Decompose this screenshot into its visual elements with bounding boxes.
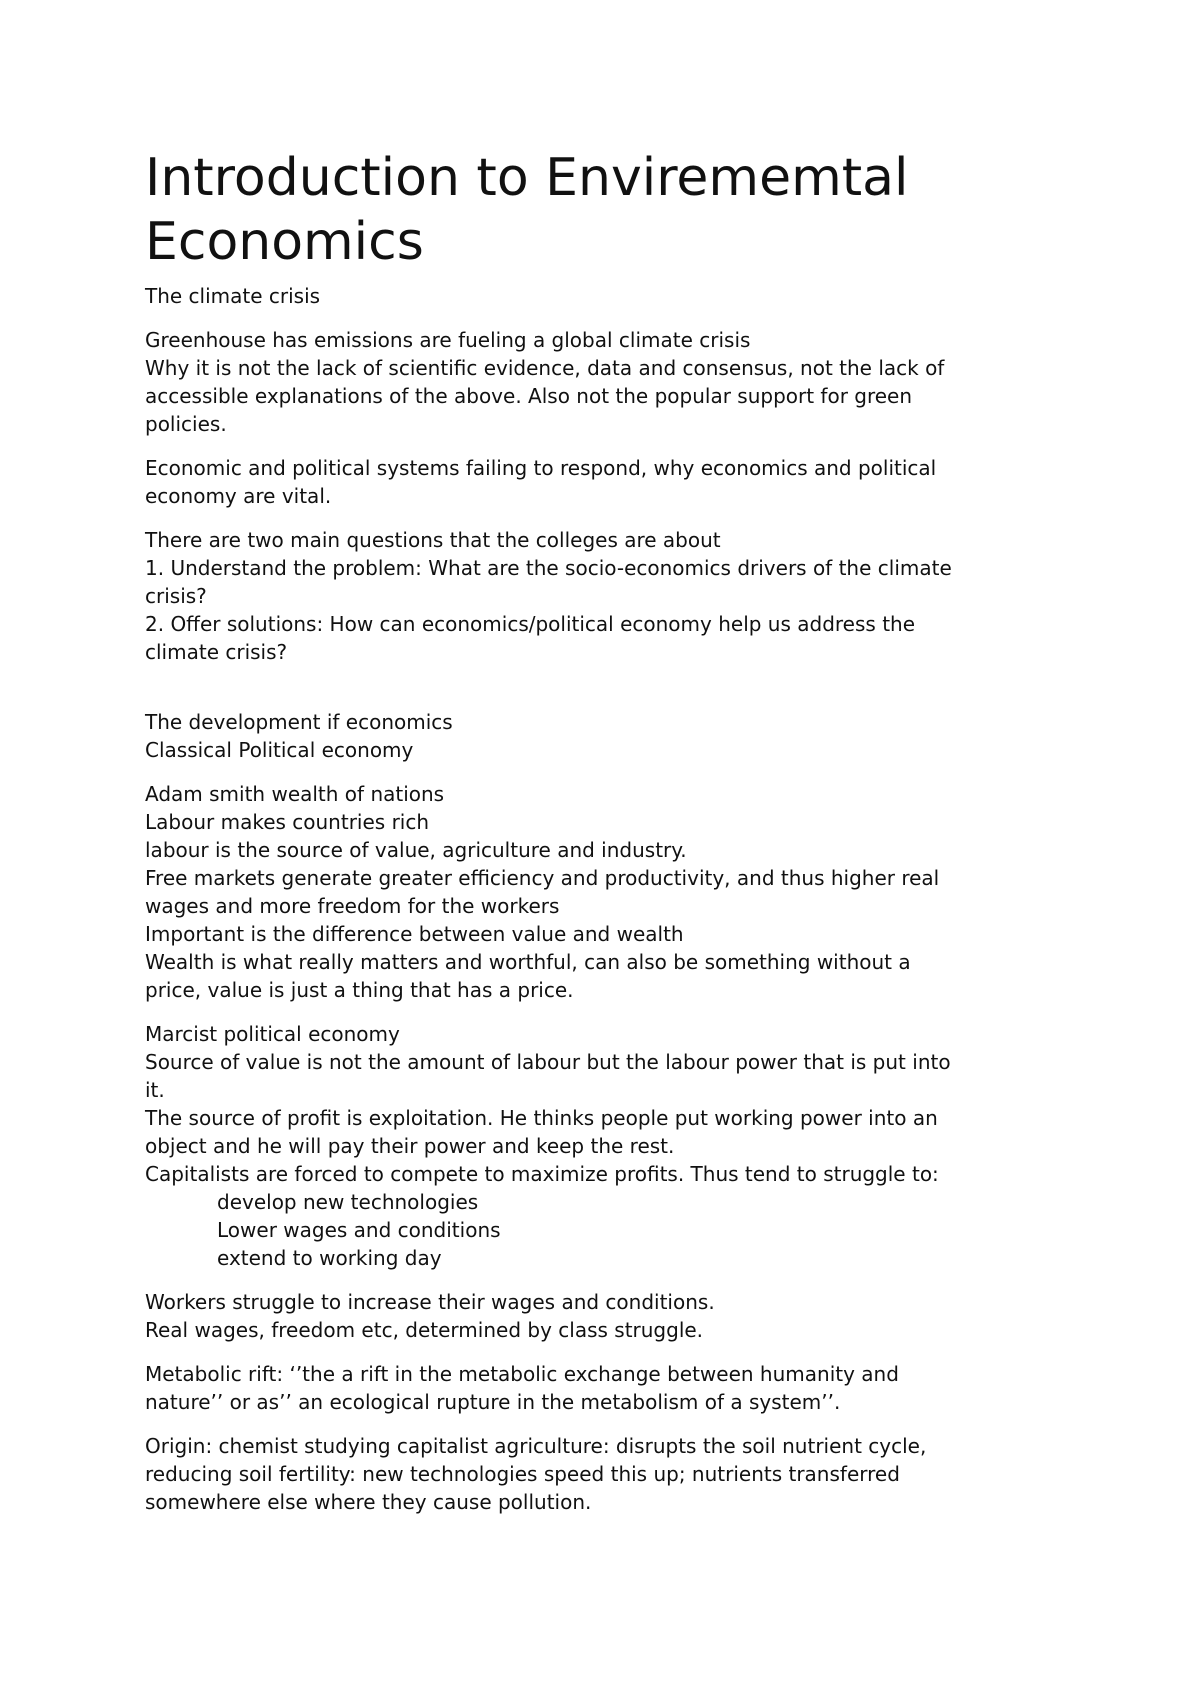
- text-line: crisis?: [145, 584, 207, 608]
- title-line-1: Introduction to Envirememtal: [145, 148, 909, 208]
- indented-list-item: develop new technologies: [217, 1190, 479, 1214]
- indented-list-item: Lower wages and conditions: [217, 1218, 501, 1242]
- document-body: [145, 282, 1065, 1516]
- indented-list-item: extend to working day: [217, 1246, 442, 1270]
- text-line: wages and more freedom for the workers: [145, 894, 560, 918]
- list-item: 2. Offer solutions: How can economics/political economy help us address the: [145, 612, 916, 636]
- text-line: nature’’ or as’’ an ecological rupture in the metabolism of a system’’.: [145, 1390, 841, 1414]
- document-title: [145, 146, 1065, 274]
- section-heading: Marcist political economy: [145, 1022, 400, 1046]
- text-line: Workers struggle to increase their wages and conditions.: [145, 1290, 715, 1314]
- text-line: Why it is not the lack of scientific evidence, data and consensus, not the lack of: [145, 356, 945, 380]
- text-line: Origin: chemist studying capitalist agriculture: disrupts the soil nutrient cycle,: [145, 1434, 927, 1458]
- text-line: price, value is just a thing that has a price.: [145, 978, 574, 1002]
- text-line: climate crisis?: [145, 640, 288, 664]
- text-line: Real wages, freedom etc, determined by class struggle.: [145, 1318, 704, 1342]
- text-line: Economic and political systems failing to respond, why economics and political: [145, 456, 937, 480]
- text-line: Capitalists are forced to compete to maximize profits. Thus tend to struggle to:: [145, 1162, 939, 1186]
- text-line: it.: [145, 1078, 165, 1102]
- section-heading: The climate crisis: [145, 284, 321, 308]
- section-heading: The development if economics: [145, 710, 453, 734]
- text-line: There are two main questions that the colleges are about: [145, 528, 721, 552]
- text-line: Metabolic rift: ‘’the a rift in the metabolic exchange between humanity and: [145, 1362, 899, 1386]
- text-line: Free markets generate greater efficiency and productivity, and thus higher real: [145, 866, 940, 890]
- text-line: labour is the source of value, agriculture and industry.: [145, 838, 687, 862]
- title-line-2: Economics: [145, 212, 424, 272]
- text-line: Wealth is what really matters and worthful, can also be something without a: [145, 950, 911, 974]
- text-line: object and he will pay their power and keep the rest.: [145, 1134, 675, 1158]
- text-line: economy are vital.: [145, 484, 332, 508]
- text-line: The source of profit is exploitation. He thinks people put working power into an: [145, 1106, 938, 1130]
- text-line: Source of value is not the amount of labour but the labour power that is put into: [145, 1050, 951, 1074]
- text-line: Important is the difference between value and wealth: [145, 922, 684, 946]
- text-line: Greenhouse has emissions are fueling a global climate crisis: [145, 328, 751, 352]
- text-line: policies.: [145, 412, 227, 436]
- text-line: reducing soil fertility: new technologies speed this up; nutrients transferred: [145, 1462, 900, 1486]
- text-line: Adam smith wealth of nations: [145, 782, 445, 806]
- section-heading: Classical Political economy: [145, 738, 414, 762]
- text-line: accessible explanations of the above. Also not the popular support for green: [145, 384, 913, 408]
- text-line: somewhere else where they cause pollution.: [145, 1490, 592, 1514]
- list-item: 1. Understand the problem: What are the socio-economics drivers of the climate: [145, 556, 952, 580]
- text-line: Labour makes countries rich: [145, 810, 430, 834]
